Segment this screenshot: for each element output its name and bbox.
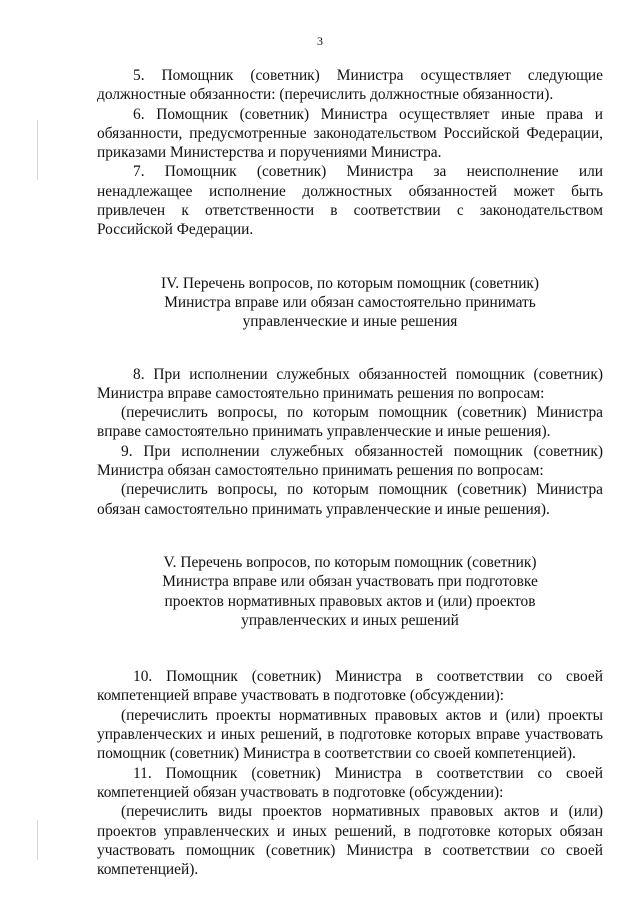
heading-line: V. Перечень вопросов, по которым помощник (советник) bbox=[163, 553, 537, 571]
spacer bbox=[97, 519, 603, 553]
spacer bbox=[97, 332, 603, 365]
paragraph-7: 7. Помощник (советник) Министра за неисполнение или ненадлежащее исполнение должностных обязанностей может быть привлечен к ответственности в соответствии с законодательством Российской Федерации. bbox=[97, 163, 603, 239]
section-heading-iv bbox=[97, 274, 603, 332]
page-number: 3 bbox=[317, 34, 323, 48]
spacer bbox=[97, 630, 603, 667]
section-heading-v bbox=[97, 553, 603, 630]
paragraph-10: 10. Помощник (советник) Министра в соответствии со своей компетенцией вправе участвовать в подготовке (обсуждении): bbox=[97, 668, 603, 705]
paragraph-11-detail: (перечислить виды проектов нормативных правовых актов и (или) проектов управленческих и иных решений, в подготовке которых обязан участвовать помощник (советник) Министра в соответствии со своей компетенцией). bbox=[97, 803, 603, 879]
paragraph-8-detail: (перечислить вопросы, по которым помощник (советник) Министра вправе самостоятельно принимать управленческие и иные решения). bbox=[97, 404, 603, 441]
paragraph-9: 9. При исполнении служебных обязанностей помощник (советник) Министра обязан самостоятельно принимать решения по вопросам: bbox=[97, 442, 603, 480]
paragraph-6: 6. Помощник (советник) Министра осуществляет иные права и обязанности, предусмотренные законодательством Российской Федерации, приказами Министерства и поручениями Министра. bbox=[97, 105, 603, 162]
scan-edge-mark bbox=[37, 120, 38, 180]
paragraph-11: 11. Помощник (советник) Министра в соответствии со своей компетенцией обязан участвовать в подготовке (обсуждении): bbox=[97, 764, 603, 801]
heading-line: Министра вправе или обязан самостоятельно принимать bbox=[164, 293, 536, 311]
heading-line: управленческие и иные решения bbox=[242, 313, 458, 331]
paragraph-5: 5. Помощник (советник) Министра осуществляет следующие должностные обязанности: (перечислить должностные обязанности). bbox=[97, 67, 603, 104]
spacer bbox=[97, 240, 603, 274]
heading-line: Министра вправе или обязан участвовать при подготовке bbox=[162, 573, 538, 591]
heading-line: IV. Перечень вопросов, по которым помощник (советник) bbox=[160, 274, 540, 292]
paragraph-9-detail: (перечислить вопросы, по которым помощник (советник) Министра обязан самостоятельно принимать управленческие и иные решения). bbox=[97, 481, 603, 518]
paragraph-10-detail: (перечислить проекты нормативных правовых актов и (или) проекты управленческих и иных решений, в подготовке которых вправе участвовать помощник (советник) Министра в соответствии со своей компетенцией). bbox=[97, 706, 603, 763]
paragraph-8: 8. При исполнении служебных обязанностей помощник (советник) Министра вправе самостоятельно принимать решения по вопросам: bbox=[97, 365, 603, 402]
document-body bbox=[97, 66, 603, 879]
scan-edge-mark bbox=[37, 820, 38, 860]
heading-line: проектов нормативных правовых актов и (или) проектов bbox=[164, 592, 536, 610]
heading-line: управленческих и иных решений bbox=[241, 611, 459, 629]
